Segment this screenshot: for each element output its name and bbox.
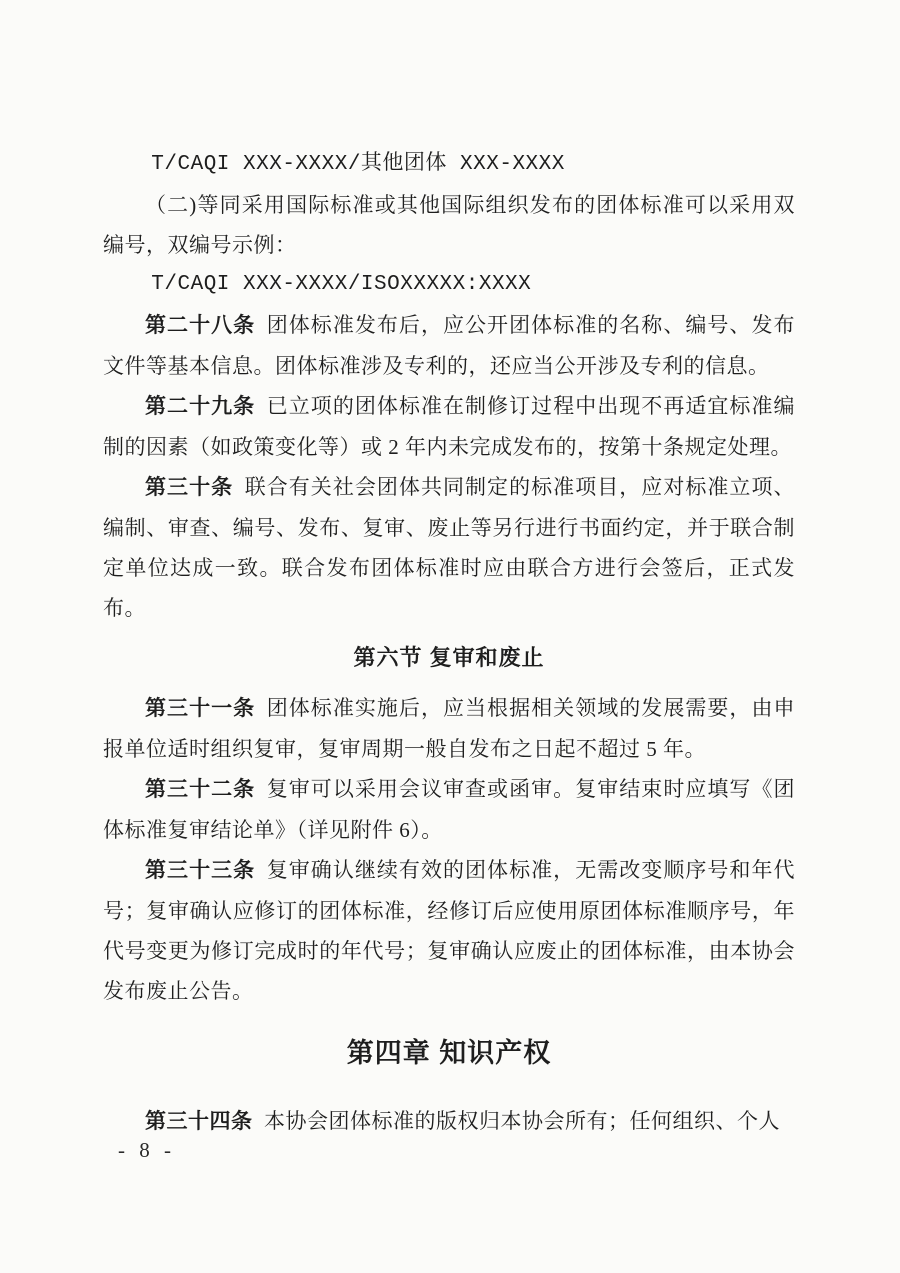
article-31-text: 团体标准实施后，应当根据相关领域的发展需要，由申报单位适时组织复审，复审周期一般自发布之日起不超过 5 年。 xyxy=(103,696,795,761)
page-number: - 8 - xyxy=(118,1138,171,1162)
article-32 xyxy=(103,769,795,850)
paragraph-dual-numbering-rule: （二)等同采用国际标准或其他国际组织发布的团体标准可以采用双编号，双编号示例： xyxy=(103,193,795,257)
article-29-text: 已立项的团体标准在制修订过程中出现不再适宜标准编制的因素（如政策变化等）或 2 年内未完成发布的，按第十条规定处理。 xyxy=(103,394,795,459)
article-28-text: 团体标准发布后，应公开团体标准的名称、编号、发布文件等基本信息。团体标准涉及专利的，还应当公开涉及专利的信息。 xyxy=(103,313,795,378)
article-33 xyxy=(103,850,795,1011)
article-28 xyxy=(103,305,795,386)
article-30 xyxy=(103,467,795,628)
article-34-text: 本协会团体标准的版权归本协会所有；任何组织、个人 xyxy=(264,1109,781,1133)
chapter-4-heading: 第四章 知识产权 xyxy=(346,1038,552,1068)
article-32-number: 第三十二条 xyxy=(145,778,256,801)
section-6-heading: 第六节 复审和废止 xyxy=(353,645,545,670)
article-29-number: 第二十九条 xyxy=(145,395,256,418)
dual-numbering-example-other-group: T/CAQI XXX-XXXX/其他团体 XXX-XXXX xyxy=(151,153,565,176)
article-30-number: 第三十条 xyxy=(145,476,234,499)
article-30-text: 联合有关社会团体共同制定的标准项目，应对标准立项、编制、审查、编号、发布、复审、废止等另行进行书面约定，并于联合制定单位达成一致。联合发布团体标准时应由联合方进行会签后，正式发布。 xyxy=(103,475,796,620)
article-28-number: 第二十八条 xyxy=(145,314,256,337)
document-body xyxy=(103,145,795,1142)
article-34 xyxy=(103,1101,795,1142)
article-32-text: 复审可以采用会议审查或函审。复审结束时应填写《团体标准复审结论单》（详见附件 6）。 xyxy=(103,777,795,842)
article-34-number: 第三十四条 xyxy=(145,1110,253,1133)
dual-numbering-example-iso: T/CAQI XXX-XXXX/ISOXXXXX:XXXX xyxy=(151,273,532,296)
article-33-text: 复审确认继续有效的团体标准，无需改变顺序号和年代号；复审确认应修订的团体标准，经修订后应使用原团体标准顺序号，年代号变更为修订完成时的年代号；复审确认应废止的团体标准，由本协会发布废止公告。 xyxy=(103,858,795,1003)
article-31-number: 第三十一条 xyxy=(145,697,256,720)
article-33-number: 第三十三条 xyxy=(145,859,256,882)
article-31 xyxy=(103,688,795,769)
article-29 xyxy=(103,386,795,467)
